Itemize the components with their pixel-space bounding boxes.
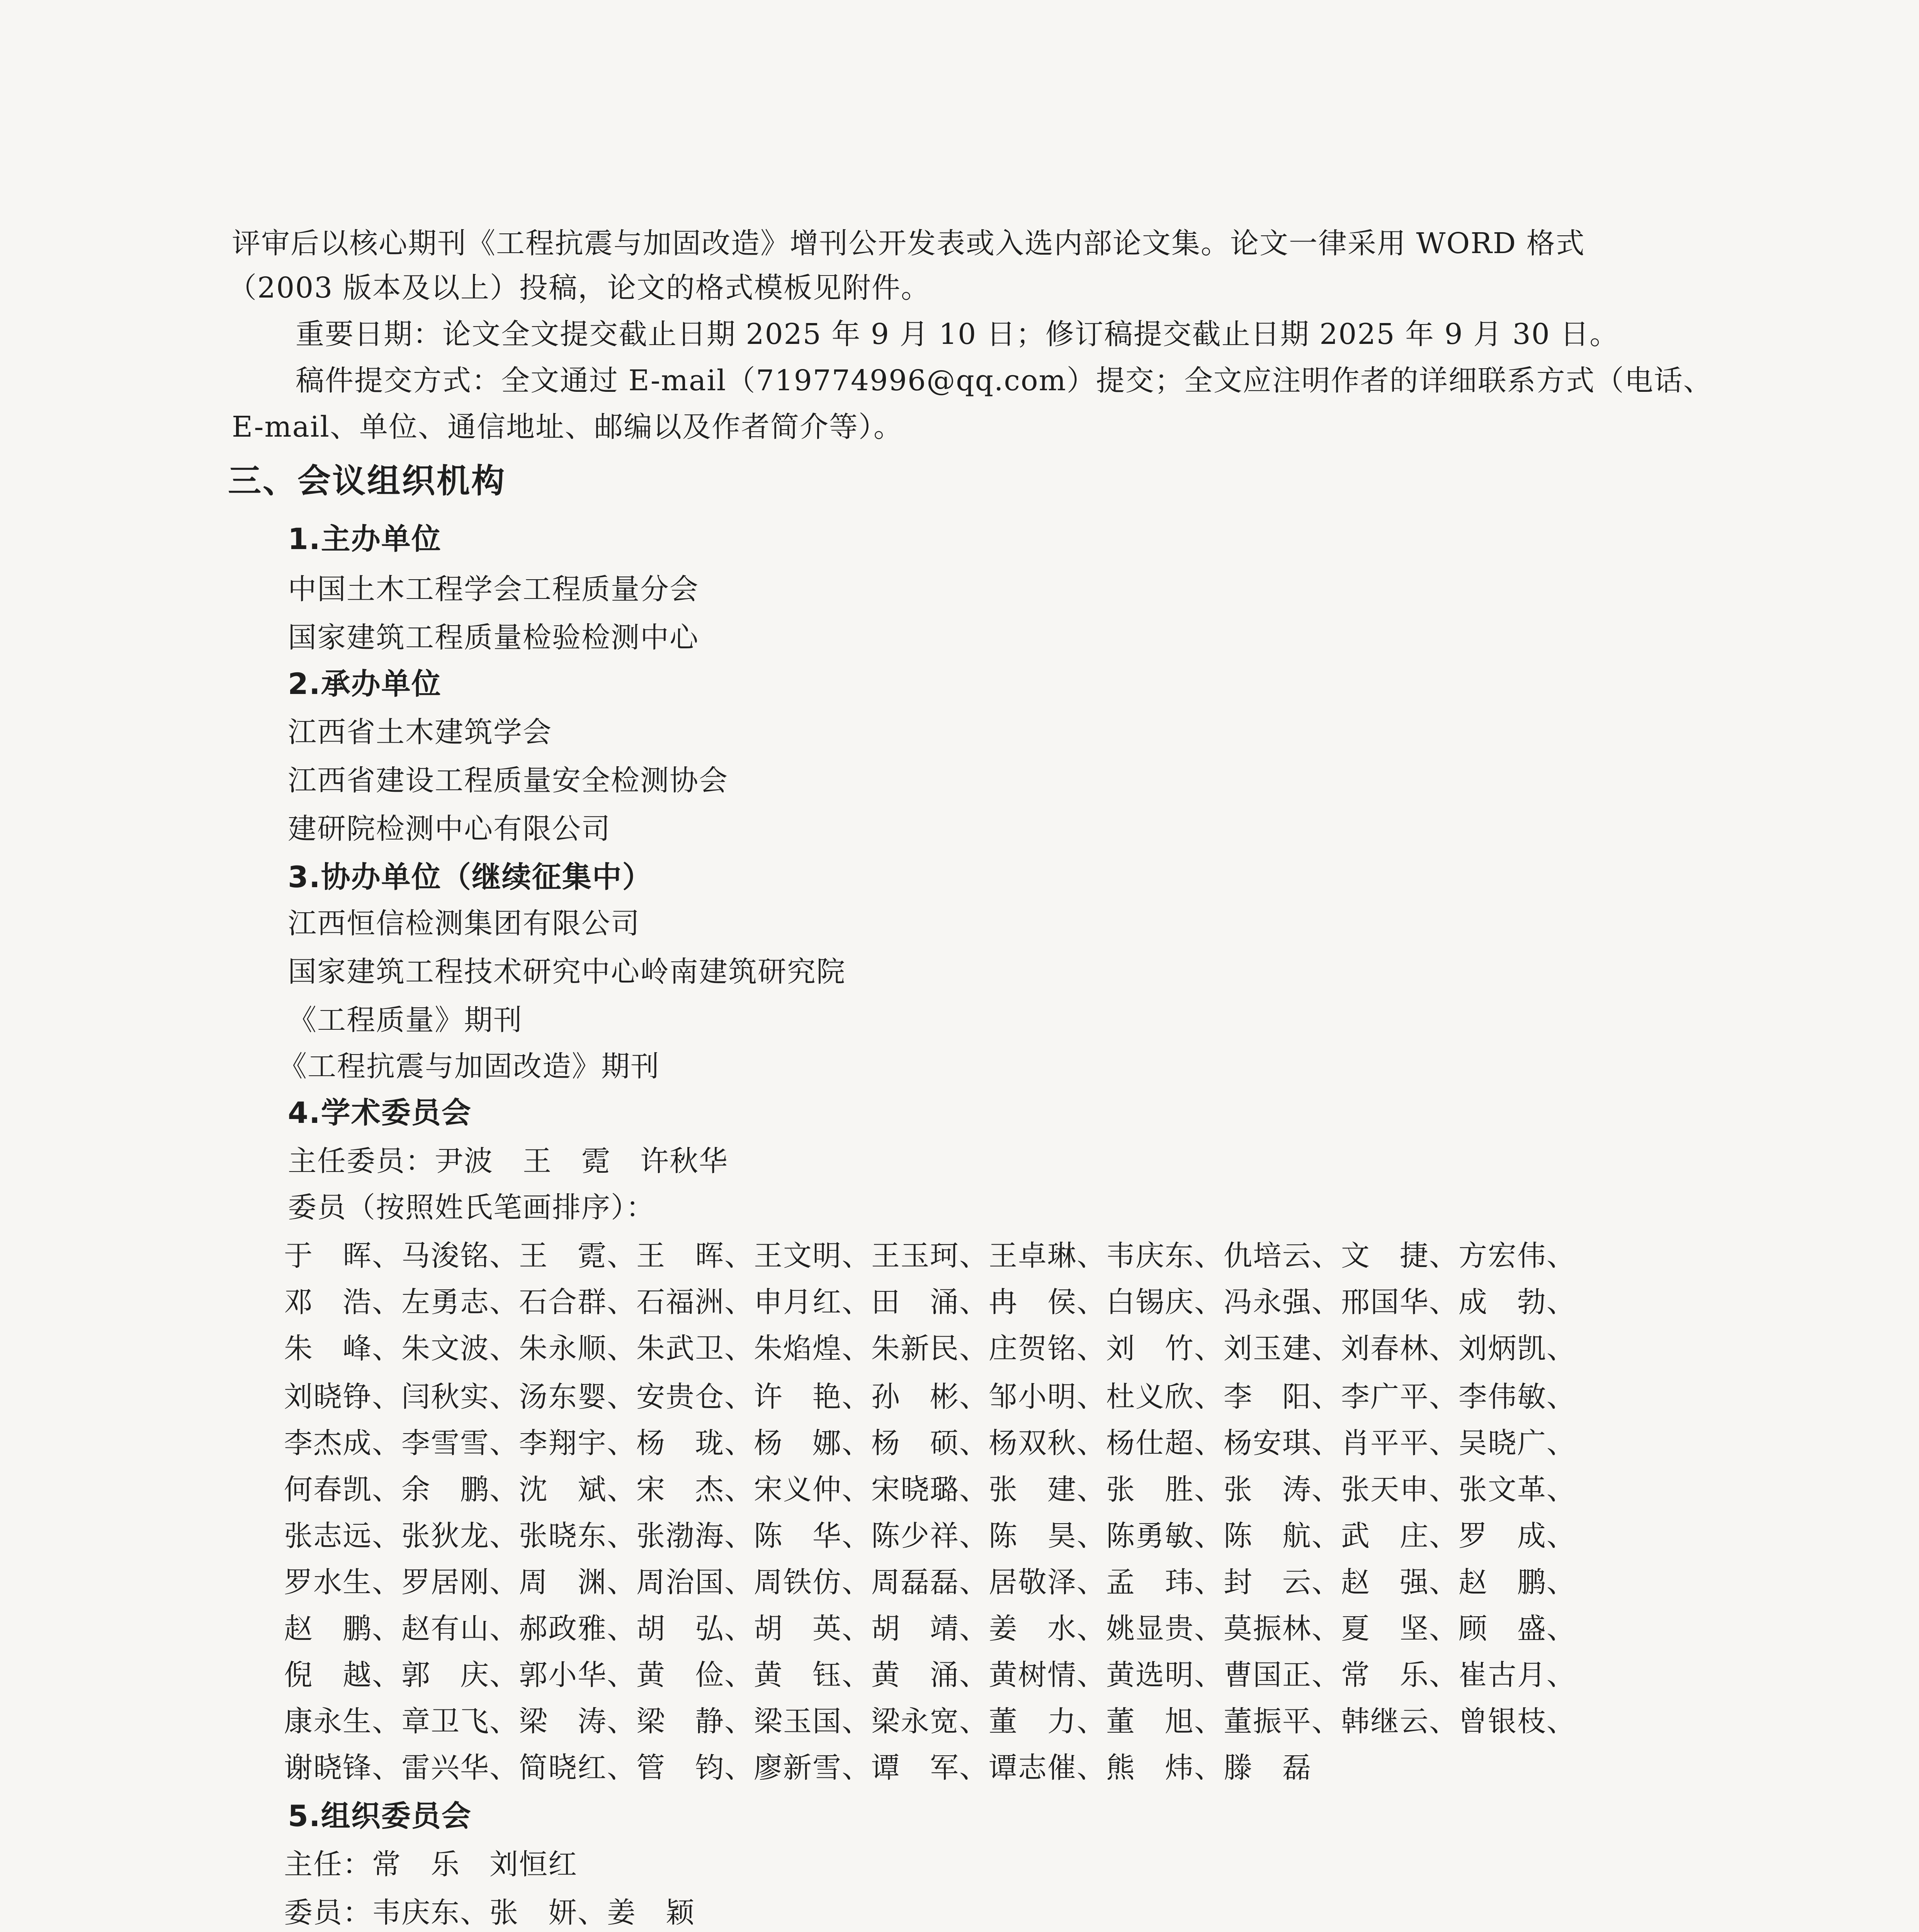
- host-item: 国家建筑工程质量检验检测中心: [288, 621, 699, 654]
- academic-member-line: 倪 越、郭 庆、郭小华、黄 俭、黄 钰、黄 涌、黄树情、黄选明、曹国正、常 乐、崔古月、: [284, 1658, 1576, 1692]
- paper-line-2: （2003 版本及以上）投稿，论文的格式模板见附件。: [228, 271, 930, 304]
- organizer-item: 建研院检测中心有限公司: [288, 812, 611, 845]
- co-organizer-item: 《工程质量》期刊: [288, 1003, 523, 1037]
- academic-member-line: 何春凯、余 鹏、沈 斌、宋 杰、宋义仲、宋晓璐、张 建、张 胜、张 涛、张天申、张文革、: [284, 1473, 1576, 1506]
- host-title: 1.主办单位: [288, 522, 442, 556]
- organizer-item: 江西省土木建筑学会: [288, 716, 552, 749]
- section-heading-organization: 三、会议组织机构: [228, 462, 506, 500]
- host-item: 中国土木工程学会工程质量分会: [288, 573, 699, 606]
- academic-member-line: 刘晓铮、闫秋实、汤东婴、安贵仓、许 艳、孙 彬、邹小明、杜义欣、李 阳、李广平、李伟敏、: [284, 1380, 1576, 1413]
- submission-method-cont: E-mail、单位、通信地址、邮编以及作者简介等）。: [232, 410, 903, 444]
- academic-chair: 主任委员：尹波 王 霓 许秋华: [288, 1145, 728, 1178]
- academic-member-line: 康永生、章卫飞、梁 涛、梁 静、梁玉国、梁永宽、董 力、董 旭、董振平、韩继云、曾银枝、: [284, 1705, 1576, 1738]
- academic-member-line: 罗水生、罗居刚、周 渊、周治国、周铁仿、周磊磊、居敬泽、孟 玮、封 云、赵 强、赵 鹏、: [284, 1566, 1576, 1599]
- academic-members-label: 委员（按照姓氏笔画排序）：: [288, 1191, 655, 1224]
- academic-committee-title: 4.学术委员会: [288, 1095, 472, 1130]
- co-organizer-item: 江西恒信检测集团有限公司: [288, 907, 640, 940]
- organizer-title: 2.承办单位: [288, 667, 442, 701]
- academic-member-line: 邓 浩、左勇志、石合群、石福洲、申月红、田 涌、冉 侯、白锡庆、冯永强、邢国华、成 勃、: [284, 1286, 1576, 1319]
- co-organizer-item: 国家建筑工程技术研究中心岭南建筑研究院: [288, 955, 846, 988]
- academic-member-line: 赵 鹏、赵有山、郝政雅、胡 弘、胡 英、胡 靖、姜 水、姚显贵、莫振林、夏 坚、顾 盛、: [284, 1612, 1576, 1645]
- academic-member-line: 张志远、张狄龙、张晓东、张渤海、陈 华、陈少祥、陈 昊、陈勇敏、陈 航、武 庄、罗 成、: [284, 1519, 1576, 1553]
- organizing-members: 委员：韦庆东、张 妍、姜 颖: [284, 1896, 695, 1929]
- organizer-item: 江西省建设工程质量安全检测协会: [288, 764, 728, 797]
- submission-method: 稿件提交方式：全文通过 E-mail（719774996@qq.com）提交；全文应注明作者的详细联系方式（电话、: [296, 364, 1713, 397]
- co-organizer-title: 3.协办单位（继续征集中）: [288, 860, 653, 894]
- academic-member-line: 朱 峰、朱文波、朱永顺、朱武卫、朱焰煌、朱新民、庄贺铭、刘 竹、刘玉建、刘春林、刘炳凯、: [284, 1332, 1576, 1365]
- co-organizer-item: 《工程抗震与加固改造》期刊: [278, 1050, 660, 1083]
- academic-member-line: 于 晖、马浚铭、王 霓、王 晖、王文明、王玉珂、王卓琳、韦庆东、仇培云、文 捷、方宏伟、: [284, 1239, 1576, 1272]
- academic-member-line: 李杰成、李雪雪、李翔宇、杨 珑、杨 娜、杨 硕、杨双秋、杨仕超、杨安琪、肖平平、吴晓广、: [284, 1427, 1576, 1460]
- organizing-director: 主任：常 乐 刘恒红: [284, 1848, 578, 1881]
- academic-member-line: 谢晓锋、雷兴华、简晓红、管 钧、廖新雪、谭 军、谭志催、熊 炜、滕 磊: [284, 1751, 1312, 1784]
- important-dates: 重要日期：论文全文提交截止日期 2025 年 9 月 10 日；修订稿提交截止日期 2025 年 9 月 30 日。: [296, 318, 1619, 351]
- paper-line-1: 评审后以核心期刊《工程抗震与加固改造》增刊公开发表或入选内部论文集。论文一律采用 WORD 格式: [232, 227, 1585, 260]
- organizing-committee-title: 5.组织委员会: [288, 1799, 472, 1833]
